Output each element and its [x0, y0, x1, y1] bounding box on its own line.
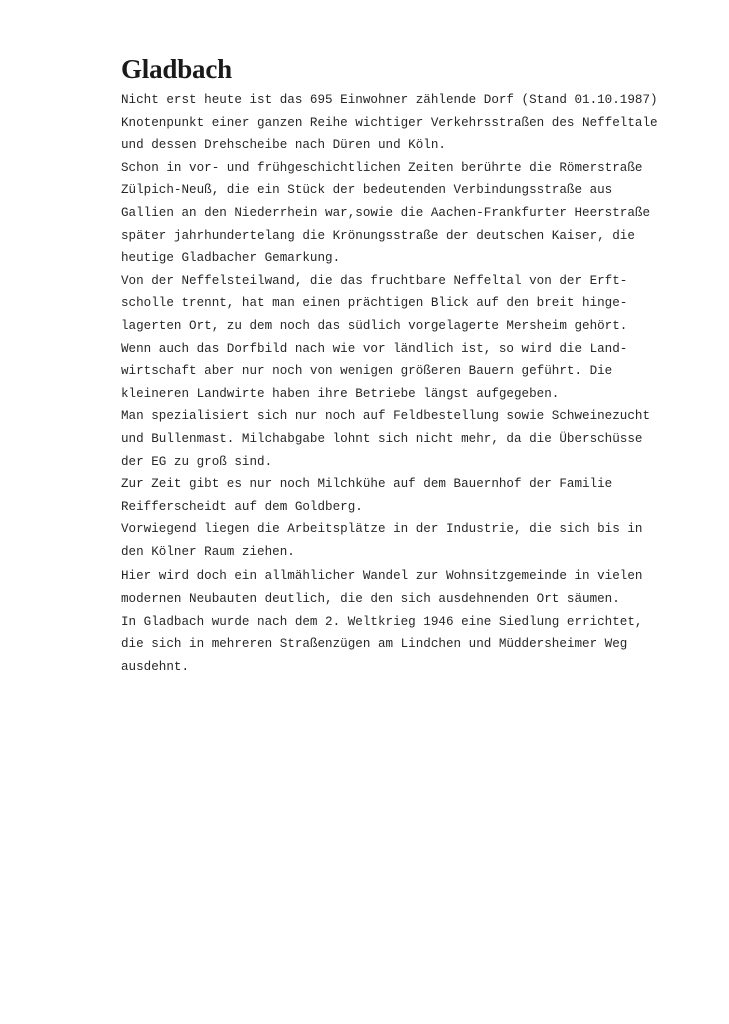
text-line: wirtschaft aber nur noch von wenigen größeren Bauern geführt. Die: [121, 364, 613, 379]
text-line: Schon in vor- und frühgeschichtlichen Zeiten berührte die Römerstraße: [121, 160, 643, 175]
text-line: kleineren Landwirte haben ihre Betriebe längst aufgegeben.: [121, 386, 560, 401]
text-line: die sich in mehreren Straßenzügen am Lindchen und Müddersheimer Weg: [121, 637, 628, 652]
text-line: lagerten Ort, zu dem noch das südlich vorgelagerte Mersheim gehört.: [121, 318, 628, 333]
text-line: heutige Gladbacher Gemarkung.: [121, 251, 341, 266]
text-line: scholle trennt, hat man einen prächtigen Blick auf den breit hinge-: [121, 296, 628, 311]
document-title: Gladbach: [121, 54, 232, 84]
text-line: Knotenpunkt einer ganzen Reihe wichtiger Verkehrsstraßen des Neffeltale: [121, 115, 658, 130]
text-line: Zur Zeit gibt es nur noch Milchkühe auf dem Bauernhof der Familie: [121, 477, 613, 492]
text-line: Wenn auch das Dorfbild nach wie vor ländlich ist, so wird die Land-: [121, 341, 628, 356]
text-line: später jahrhundertelang die Krönungsstraße der deutschen Kaiser, die: [121, 228, 635, 243]
text-line: Hier wird doch ein allmählicher Wandel zur Wohnsitzgemeinde in vielen: [121, 569, 643, 584]
text-line: ausdehnt.: [121, 659, 190, 674]
text-line: Gallien an den Niederrhein war,sowie die Aachen-Frankfurter Heerstraße: [121, 205, 651, 220]
text-line: der EG zu groß sind.: [121, 454, 273, 469]
text-line: und Bullenmast. Milchabgabe lohnt sich nicht mehr, da die Überschüsse: [121, 431, 643, 446]
text-line: Zülpich-Neuß, die ein Stück der bedeutenden Verbindungsstraße aus: [121, 183, 613, 198]
text-line: Nicht erst heute ist das 695 Einwohner zählende Dorf (Stand 01.10.1987): [121, 93, 658, 107]
text-line: In Gladbach wurde nach dem 2. Weltkrieg 1946 eine Siedlung errichtet,: [121, 614, 643, 629]
text-line: Man spezialisiert sich nur noch auf Feldbestellung sowie Schweinezucht: [121, 409, 651, 424]
text-line: Reifferscheidt auf dem Goldberg.: [121, 499, 363, 514]
document-body: [121, 89, 727, 678]
text-line: den Kölner Raum ziehen.: [121, 544, 295, 559]
text-line: modernen Neubauten deutlich, die den sich ausdehnenden Ort säumen.: [121, 592, 620, 607]
text-line: und dessen Drehscheibe nach Düren und Köln.: [121, 138, 446, 153]
text-line: Von der Neffelsteilwand, die das fruchtbare Neffeltal von der Erft-: [121, 273, 628, 288]
text-line: Vorwiegend liegen die Arbeitsplätze in der Industrie, die sich bis in: [121, 522, 643, 537]
